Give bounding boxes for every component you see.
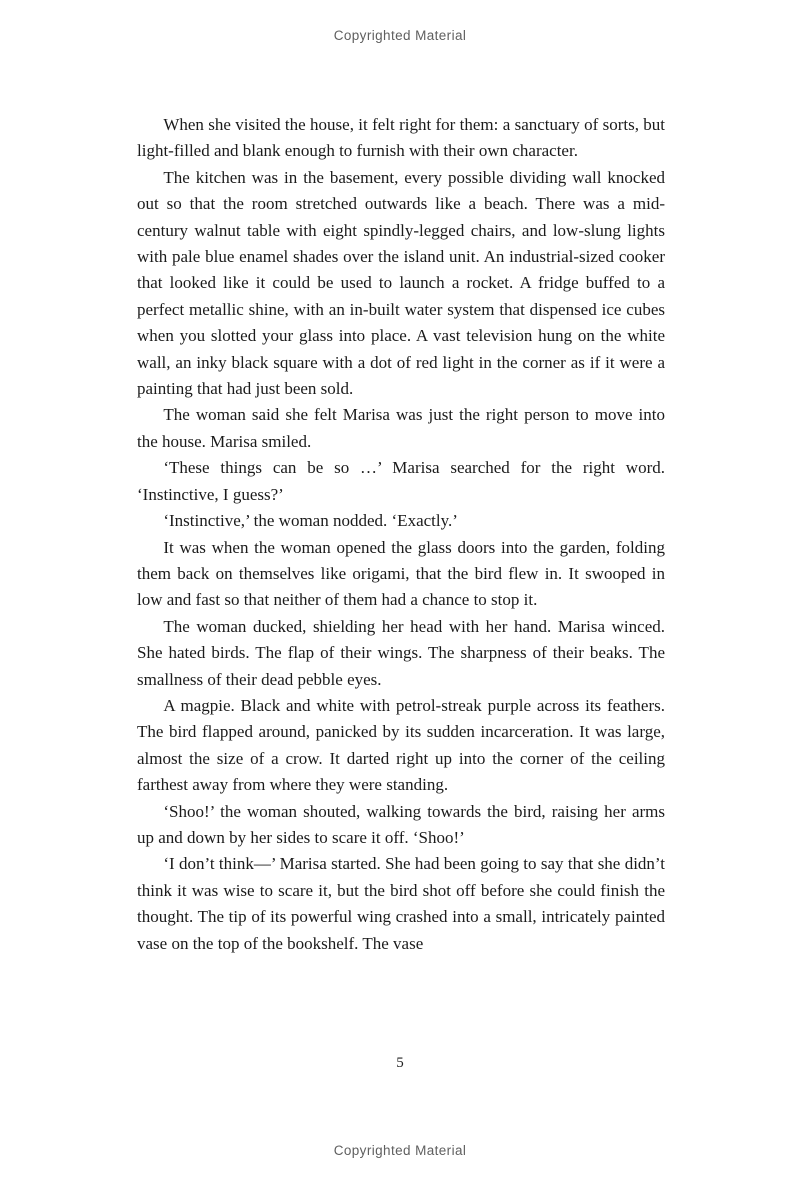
- paragraph: The woman ducked, shielding her head with her hand. Marisa winced. She hated birds. The flap of their wings. The sharpness of their beaks. The smallness of their dead pebble eyes.: [137, 616, 665, 689]
- paragraph: The woman said she felt Marisa was just the right person to move into the house. Marisa smiled.: [137, 405, 665, 451]
- copyright-header: Copyrighted Material: [333, 28, 467, 43]
- paragraph: A magpie. Black and white with petrol-streak purple across its feathers. The bird flapped around, panicked by its sudden incarceration. It was large, almost the size of a crow. It darted right up into the corner of the ceiling farthest away from where they were standing.: [137, 695, 665, 795]
- paragraph: ‘I don’t think—’ Marisa started. She had been going to say that she didn’t think it was wise to scare it, but the bird shot off before she could finish the thought. The tip of its powerful wing crashed into a small, intricately painted vase on the top of the bookshelf. The vase: [137, 854, 665, 953]
- paragraph: When she visited the house, it felt right for them: a sanctuary of sorts, but light-filled and blank enough to furnish with their own character.: [137, 115, 665, 161]
- body-text: [137, 112, 665, 957]
- paragraph: It was when the woman opened the glass doors into the garden, folding them back on themselves like origami, that the bird flew in. It swooped in low and fast so that neither of them had a chance to stop it.: [137, 537, 665, 610]
- paragraph: The kitchen was in the basement, every possible dividing wall knocked out so that the room stretched outwards like a beach. There was a mid-century walnut table with eight spindly-legged chairs, and low-slung lights with pale blue enamel shades over the island unit. An industrial-sized cooker that looked like it could be used to launch a rocket. A fridge buffed to a perfect metallic shine, with an in-built water system that dispensed ice cubes when you slotted your glass into place. A vast television hung on the white wall, an inky black square with a dot of red light in the corner as if it were a painting that had just been sold.: [137, 167, 665, 399]
- paragraph: ‘Shoo!’ the woman shouted, walking towards the bird, raising her arms up and down by her sides to scare it off. ‘Shoo!’: [137, 801, 665, 847]
- page-number: 5: [396, 1055, 404, 1071]
- copyright-footer: Copyrighted Material: [333, 1143, 467, 1158]
- paragraph: ‘Instinctive,’ the woman nodded. ‘Exactly.’: [163, 511, 458, 531]
- paragraph: ‘These things can be so …’ Marisa searched for the right word. ‘Instinctive, I guess?’: [137, 458, 665, 504]
